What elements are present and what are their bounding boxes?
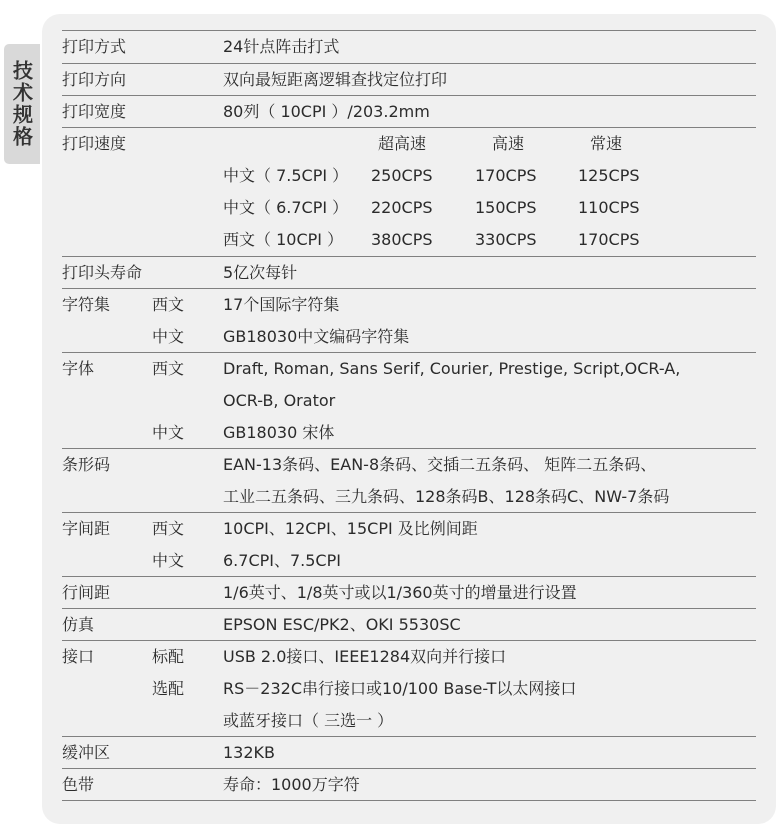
spec-row-interface: [62, 641, 756, 737]
spec-row-line-spacing: [62, 577, 756, 609]
spec-row-barcode: [62, 449, 756, 513]
spec-row-print-width: [62, 96, 756, 128]
spec-row-emulation: [62, 609, 756, 641]
spec-value: 5亿次每针: [223, 263, 298, 282]
speed-header: 高速: [492, 134, 525, 153]
spec-value: USB 2.0接口、IEEE1284双向并行接口: [223, 647, 507, 666]
speed-value: 125CPS: [578, 166, 640, 185]
spec-value: 双向最短距离逻辑查找定位打印: [223, 70, 448, 89]
spec-value: 6.7CPI、7.5CPI: [223, 551, 341, 570]
speed-value: 110CPS: [578, 198, 640, 217]
spec-value: GB18030中文编码字符集: [223, 327, 410, 346]
speed-header: 超高速: [378, 134, 427, 153]
speed-value: 380CPS: [371, 230, 433, 249]
spec-value: 或蓝牙接口（ 三选一 ）: [223, 711, 394, 730]
section-tab-label: 技术规格: [9, 60, 34, 148]
spec-value: GB18030 宋体: [223, 423, 335, 442]
spec-value: OCR-B, Orator: [223, 391, 336, 410]
speed-value: 250CPS: [371, 166, 433, 185]
speed-value: 150CPS: [475, 198, 537, 217]
spec-value: 1/6英寸、1/8英寸或以1/360英寸的增量进行设置: [223, 583, 577, 602]
spec-sublabel: 选配: [152, 679, 185, 698]
spec-label: 字符集: [62, 295, 111, 314]
spec-label: 缓冲区: [62, 743, 111, 762]
spec-label: 打印宽度: [62, 102, 127, 121]
spec-row-char-spacing: [62, 513, 756, 577]
spec-value: 17个国际字符集: [223, 295, 340, 314]
spec-value: 寿命：1000万字符: [223, 775, 360, 794]
spec-row-print-method: [62, 31, 756, 64]
spec-sublabel: 标配: [152, 647, 185, 666]
spec-value: 24针点阵击打式: [223, 37, 340, 56]
speed-header: 常速: [590, 134, 623, 153]
spec-label: 打印头寿命: [62, 263, 143, 282]
spec-sublabel: 中文: [152, 327, 185, 346]
spec-label: 条形码: [62, 455, 111, 474]
spec-value: EPSON ESC/PK2、OKI 5530SC: [223, 615, 461, 634]
spec-value: 132KB: [223, 743, 276, 762]
spec-sublabel: 西文: [152, 295, 185, 314]
spec-label: 打印速度: [62, 134, 127, 153]
spec-value: RS－232C串行接口或10/100 Base-T以太网接口: [223, 679, 577, 698]
spec-row-print-direction: [62, 64, 756, 96]
spec-row-charset: [62, 289, 756, 353]
speed-value: 170CPS: [475, 166, 537, 185]
spec-row-print-speed: [62, 128, 756, 257]
speed-value: 220CPS: [371, 198, 433, 217]
spec-sublabel: 西文: [152, 359, 185, 378]
spec-row-head-life: [62, 257, 756, 289]
spec-row-font: [62, 353, 756, 449]
spec-label: 字体: [62, 359, 95, 378]
section-tab: [4, 44, 40, 164]
speed-mode: 中文（ 7.5CPI ）: [223, 166, 349, 185]
spec-label: 色带: [62, 775, 95, 794]
spec-label: 字间距: [62, 519, 111, 538]
spec-value: Draft, Roman, Sans Serif, Courier, Prestige, Script,OCR-A,: [223, 359, 681, 378]
spec-label: 打印方式: [62, 37, 127, 56]
spec-sublabel: 中文: [152, 423, 185, 442]
spec-value: 10CPI、12CPI、15CPI 及比例间距: [223, 519, 478, 538]
spec-value: EAN-13条码、EAN-8条码、交插二五条码、 矩阵二五条码、: [223, 455, 657, 474]
spec-label: 接口: [62, 647, 95, 666]
speed-value: 170CPS: [578, 230, 640, 249]
spec-label: 打印方向: [62, 70, 127, 89]
spec-label: 仿真: [62, 615, 95, 634]
spec-label: 行间距: [62, 583, 111, 602]
spec-sublabel: 中文: [152, 551, 185, 570]
speed-mode: 西文（ 10CPI ）: [223, 230, 344, 249]
spec-sublabel: 西文: [152, 519, 185, 538]
speed-value: 330CPS: [475, 230, 537, 249]
spec-row-buffer: [62, 737, 756, 769]
spec-value: 工业二五条码、三九条码、128条码B、128条码C、NW-7条码: [223, 487, 670, 506]
speed-mode: 中文（ 6.7CPI ）: [223, 198, 349, 217]
spec-value: 80列（ 10CPI ）/203.2mm: [223, 102, 430, 121]
spec-row-ribbon: [62, 769, 756, 801]
